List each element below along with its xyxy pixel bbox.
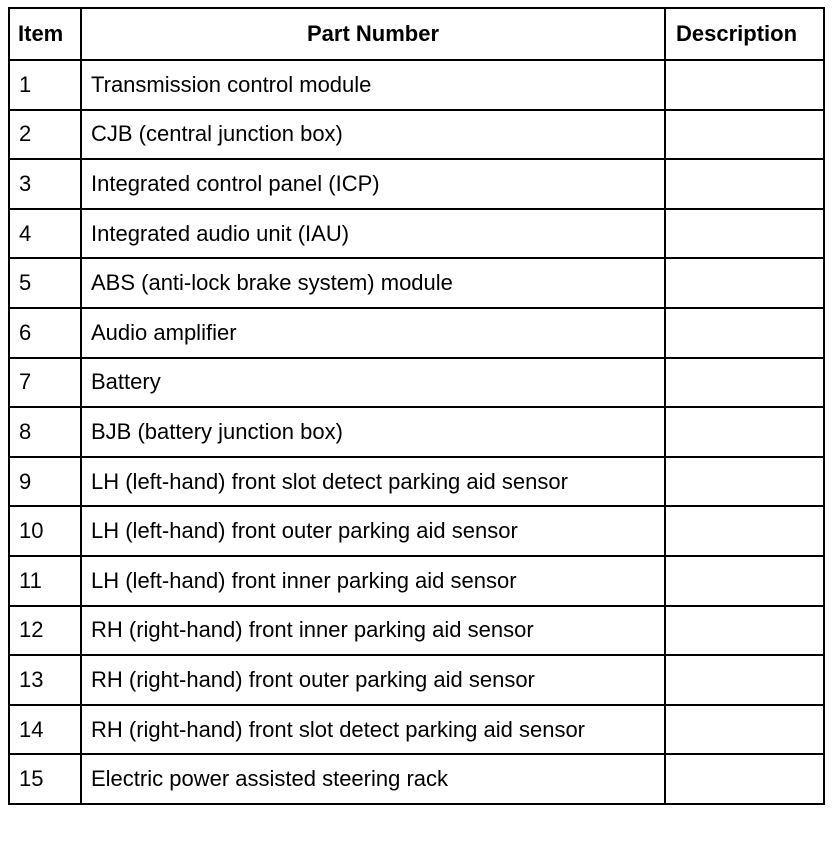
cell-description: [665, 705, 824, 755]
cell-item: 6: [9, 308, 81, 358]
table-row: [9, 308, 824, 358]
cell-description: [665, 606, 824, 656]
cell-item: 8: [9, 407, 81, 457]
cell-item: 4: [9, 209, 81, 259]
cell-item: 7: [9, 358, 81, 408]
cell-part-number: RH (right-hand) front inner parking aid sensor: [81, 606, 665, 656]
cell-description: [665, 407, 824, 457]
table-row: [9, 407, 824, 457]
cell-item: 9: [9, 457, 81, 507]
table-row: [9, 754, 824, 804]
table-row: [9, 159, 824, 209]
header-description: Description: [665, 8, 824, 60]
cell-part-number: Integrated audio unit (IAU): [81, 209, 665, 259]
parts-table: [8, 7, 825, 805]
cell-item: 12: [9, 606, 81, 656]
cell-description: [665, 60, 824, 110]
cell-description: [665, 209, 824, 259]
cell-part-number: LH (left-hand) front outer parking aid sensor: [81, 506, 665, 556]
table-header: [9, 8, 824, 60]
cell-part-number: Transmission control module: [81, 60, 665, 110]
table-row: [9, 358, 824, 408]
cell-description: [665, 754, 824, 804]
cell-part-number: CJB (central junction box): [81, 110, 665, 160]
cell-item: 10: [9, 506, 81, 556]
table-row: [9, 506, 824, 556]
cell-item: 5: [9, 258, 81, 308]
table-row: [9, 110, 824, 160]
table-row: [9, 705, 824, 755]
cell-part-number: Audio amplifier: [81, 308, 665, 358]
cell-part-number: Electric power assisted steering rack: [81, 754, 665, 804]
cell-item: 1: [9, 60, 81, 110]
cell-description: [665, 308, 824, 358]
cell-part-number: BJB (battery junction box): [81, 407, 665, 457]
table-row: [9, 209, 824, 259]
cell-description: [665, 358, 824, 408]
cell-part-number: LH (left-hand) front inner parking aid sensor: [81, 556, 665, 606]
header-row: [9, 8, 824, 60]
cell-description: [665, 506, 824, 556]
cell-item: 14: [9, 705, 81, 755]
cell-item: 3: [9, 159, 81, 209]
table-row: [9, 258, 824, 308]
cell-description: [665, 159, 824, 209]
cell-description: [665, 655, 824, 705]
cell-part-number: RH (right-hand) front slot detect parking aid sensor: [81, 705, 665, 755]
cell-description: [665, 457, 824, 507]
cell-part-number: Integrated control panel (ICP): [81, 159, 665, 209]
table-row: [9, 655, 824, 705]
table-row: [9, 60, 824, 110]
table-row: [9, 606, 824, 656]
cell-part-number: ABS (anti-lock brake system) module: [81, 258, 665, 308]
cell-description: [665, 110, 824, 160]
header-item: Item: [9, 8, 81, 60]
cell-item: 11: [9, 556, 81, 606]
header-part-number: Part Number: [81, 8, 665, 60]
cell-part-number: RH (right-hand) front outer parking aid sensor: [81, 655, 665, 705]
cell-description: [665, 556, 824, 606]
table-row: [9, 457, 824, 507]
cell-part-number: LH (left-hand) front slot detect parking aid sensor: [81, 457, 665, 507]
cell-item: 15: [9, 754, 81, 804]
table-body: [9, 60, 824, 804]
cell-item: 13: [9, 655, 81, 705]
cell-item: 2: [9, 110, 81, 160]
cell-part-number: Battery: [81, 358, 665, 408]
cell-description: [665, 258, 824, 308]
table-row: [9, 556, 824, 606]
